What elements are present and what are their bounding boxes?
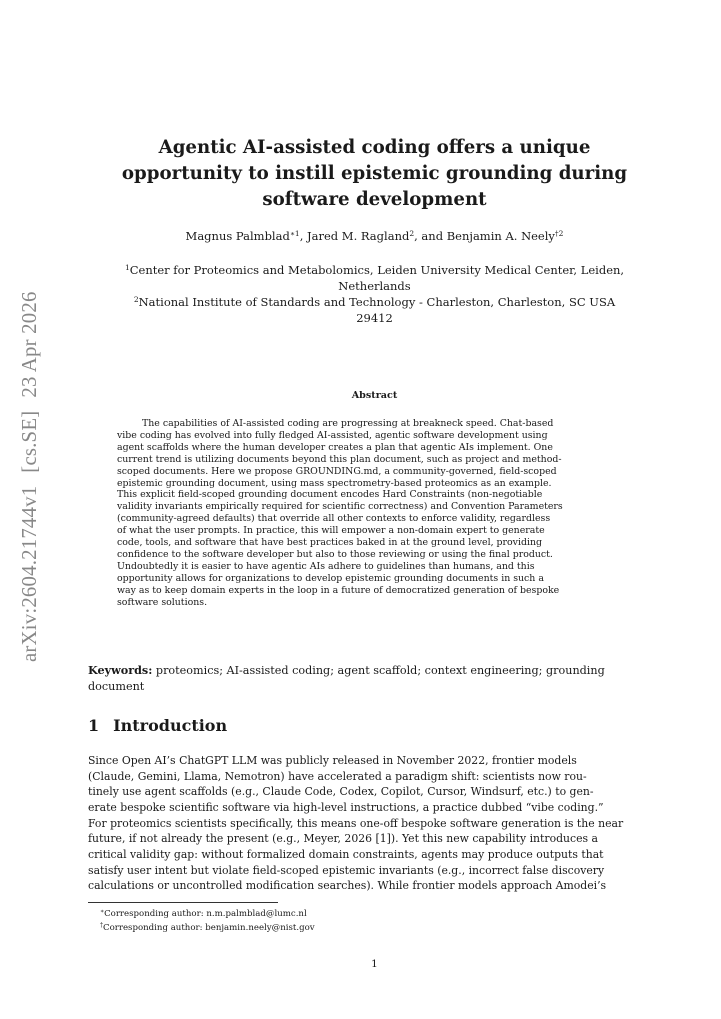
author-name: Magnus Palmblad [185,229,290,243]
abstract-line: (community-agreed defaults) that override all other contexts to enforce validity, regardless [117,513,551,525]
abstract-line: Undoubtedly it is easier to have agentic AIs adhere to guidelines than humans, and this [117,560,535,572]
keywords-line: document [88,679,145,693]
abstract-line: epistemic grounding document, using mass spectrometry-based proteomics as an example. [117,477,552,489]
section-number: 1 [88,716,100,735]
section-heading [88,716,227,735]
title-line: software development [262,189,487,210]
body-line: Since Open AI’s ChatGPT LLM was publicly released in November 2022, frontier models [88,754,577,767]
body-line: (Claude, Gemini, Llama, Nemotron) have accelerated a paradigm shift: scientists now rou- [88,769,587,783]
affiliation-text: Center for Proteomics and Metabolomics, Leiden University Medical Center, Leiden, [129,263,625,277]
arxiv-date: 23 Apr 2026 [18,291,41,398]
footnote [100,921,315,935]
abstract-line: current trend is utilizing documents beyond this plan document, such as project and method- [117,453,562,465]
body-line: erate bespoke scientific software via high-level instructions, a practice dubbed “vibe coding.” [88,800,604,814]
author-marker: ∗1 [289,229,300,238]
body-line: future, if not already the present (e.g., Meyer, 2026 [1]). Yet this new capability introduces a [88,832,598,846]
keywords-line [88,663,661,679]
abstract-line: validity invariants empirically required for scientific correctness) and Convention Parameters [117,501,563,513]
footnote-text: Corresponding author: n.m.palmblad@lumc.nl [104,909,307,919]
footnote-marker: † [100,922,103,929]
body-line: For proteomics scientists specifically, this means one-off bespoke software generation is the near [88,816,624,830]
section-title: Introduction [113,716,228,735]
affiliation-marker: 2 [133,295,139,304]
body-line: calculations or uncontrolled modification searches). While frontier models approach Amodei’s [88,879,607,893]
keywords-label: Keywords: [88,663,153,677]
paper-title [88,135,661,213]
abstract-line: agent scaffolds where the human developer creates a plan that agentic AIs implement. One [117,441,553,453]
abstract-line: This explicit field-scoped grounding document encodes Hard Constraints (non-negotiable [117,489,543,501]
arxiv-stamp [18,278,42,662]
footnotes [100,907,315,935]
footnote [100,907,315,921]
author-separator: , [299,229,308,243]
author-separator: , and [414,229,447,243]
abstract-heading: Abstract [351,390,398,401]
page-number: 1 [371,958,378,970]
abstract-line: software solutions. [117,596,208,608]
body-line: tinely use agent scaffolds (e.g., Claude Code, Codex, Copilot, Cursor, Windsurf, etc.) to gen- [88,785,594,799]
footnote-marker: ∗ [100,908,105,915]
author-marker: 2 [409,229,415,238]
arxiv-id: arXiv:2604.21744v1 [18,485,41,662]
keywords [88,663,661,694]
body-line: critical validity gap: without formalized domain constraints, agents may produce outputs that [88,847,604,861]
body-line: satisfy user intent but violate field-scoped epistemic invariants (e.g., incorrect false discovery [88,863,605,877]
author-name: Jared M. Ragland [307,229,410,243]
abstract-line: vibe coding has evolved into fully fledged AI-assisted, agentic software development using [117,429,548,441]
affiliation-line: Netherlands [338,279,411,293]
author-list [88,229,661,243]
affiliation-line [88,294,661,310]
affiliations [88,262,661,326]
abstract-line: of what the user prompts. In practice, this will empower a non-domain expert to generate [117,525,545,537]
author-name: Benjamin A. Neely [446,229,555,243]
affiliation-line: 29412 [356,311,393,325]
abstract-line: confidence to the software developer but also to those reviewing or using the final product. [117,548,553,560]
abstract-body [117,418,630,609]
introduction-body [88,753,661,894]
affiliation-text: National Institute of Standards and Technology - Charleston, Charleston, SC USA [138,295,616,309]
affiliation-marker: 1 [124,263,130,272]
keywords-text: proteomics; AI-assisted coding; agent scaffold; context engineering; grounding [155,664,605,677]
title-line: Agentic AI-assisted coding offers a unique [158,137,591,158]
abstract-line: way as to keep domain experts in the loop in a future of democratized generation of bespoke [117,584,560,596]
author-marker: †2 [554,229,564,238]
abstract-line: opportunity allows for organizations to develop epistemic grounding documents in such a [117,572,544,584]
abstract-line: The capabilities of AI-assisted coding are progressing at breakneck speed. Chat-based [142,418,554,429]
footnote-text: Corresponding author: benjamin.neely@nist.gov [103,923,315,933]
abstract-line: scoped documents. Here we propose GROUNDING.md, a community-governed, field-scoped [117,465,557,477]
arxiv-category: [cs.SE] [18,410,41,473]
footnote-divider [88,902,278,903]
affiliation-line [88,262,661,278]
abstract-line: code, tools, and software that have best practices baked in at the ground level, providing [117,537,543,549]
title-line: opportunity to instill epistemic grounding during [121,163,628,184]
